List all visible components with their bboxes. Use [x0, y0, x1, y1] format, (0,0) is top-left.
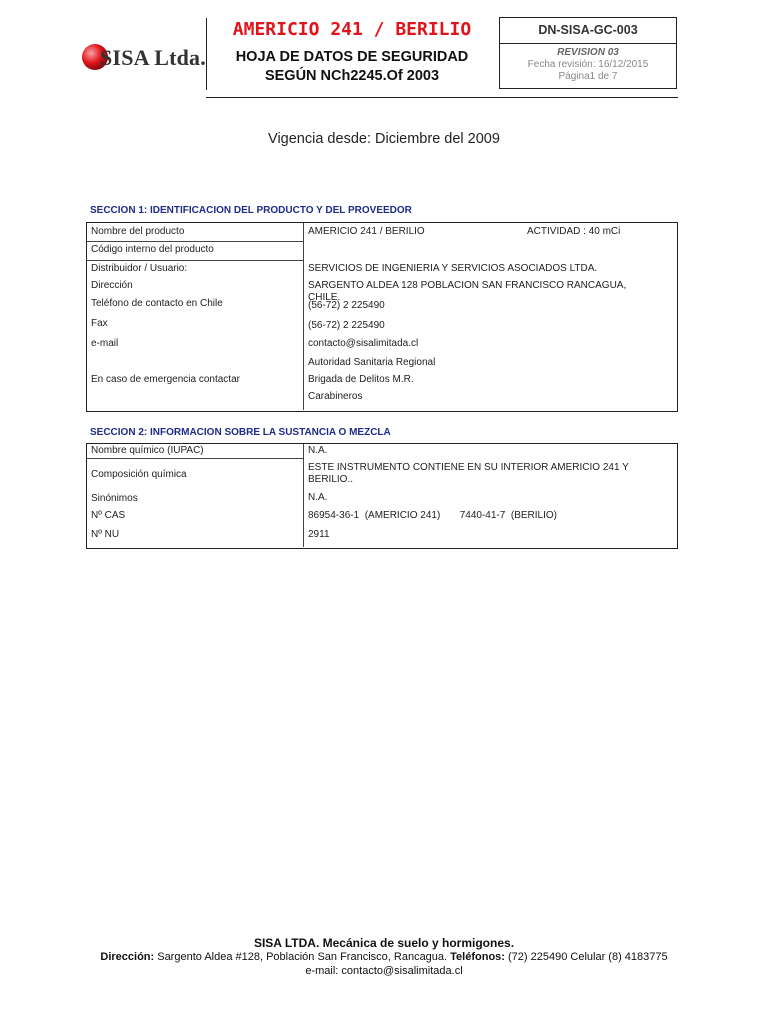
subtitle-line-2: SEGÚN NCh2245.Of 2003: [264, 68, 440, 84]
row-label: Nº NU: [91, 529, 120, 540]
row-value: (56-72) 2 225490: [308, 300, 385, 311]
row-label: Distribuidor / Usuario:: [91, 263, 188, 274]
footer-phone-label: Teléfonos:: [450, 951, 505, 963]
revision-date: Fecha revisión: 16/12/2015: [527, 59, 649, 70]
footer-email: e-mail: contacto@sisalimitada.cl: [305, 965, 463, 977]
emergency-contact: Carabineros: [308, 391, 363, 402]
header-divider-horizontal: [206, 97, 678, 98]
row-value: contacto@sisalimitada.cl: [308, 338, 419, 349]
column-divider: [303, 444, 304, 547]
row-value: 86954-36-1 (AMERICIO 241) 7440-41-7 (BERILIO): [308, 510, 557, 521]
document-control-box: [499, 17, 677, 89]
section2-table: [86, 443, 678, 549]
row-value: ESTE INSTRUMENTO CONTIENE EN SU INTERIOR AMERICIO 241 Y BERILIO..: [308, 462, 629, 485]
row-label: Sinónimos: [91, 493, 138, 504]
row-value: 2911: [308, 529, 330, 540]
row-label: En caso de emergencia contactar: [91, 374, 240, 385]
row-value: SARGENTO ALDEA 128 POBLACION SAN FRANCISCO RANCAGUA, CHILE.: [308, 280, 627, 303]
row-label: Dirección: [91, 280, 133, 291]
row-label: Nº CAS: [91, 510, 126, 521]
company-logo: [80, 38, 205, 80]
row-label: Nombre químico (IUPAC): [91, 445, 204, 456]
doc-code: DN-SISA-GC-003: [500, 18, 676, 44]
row-divider: [87, 241, 303, 242]
row-label: Fax: [91, 318, 108, 329]
row-value: SERVICIOS DE INGENIERIA Y SERVICIOS ASOCIADOS LTDA.: [308, 263, 598, 274]
row-value: N.A.: [308, 492, 328, 503]
section2-heading: SECCION 2: INFORMACION SOBRE LA SUSTANCIA O MEZCLA: [90, 427, 391, 438]
row-divider: [87, 458, 303, 459]
page-number: Página1 de 7: [558, 71, 618, 82]
footer-company: SISA LTDA. Mecánica de suelo y hormigones.: [253, 936, 515, 950]
row-value: (56-72) 2 225490: [308, 320, 385, 331]
row-value: N.A.: [308, 445, 328, 456]
row-label: Código interno del producto: [91, 244, 214, 255]
section1-table: [86, 222, 678, 412]
row-divider: [87, 260, 303, 261]
section1-heading: SECCION 1: IDENTIFICACION DEL PRODUCTO Y DEL PROVEEDOR: [90, 205, 412, 216]
subtitle-line-1: HOJA DE DATOS DE SEGURIDAD: [235, 49, 469, 65]
row-value: [308, 357, 653, 408]
row-value: AMERICIO 241 / BERILIO: [308, 226, 425, 237]
row-extra: ACTIVIDAD : 40 mCi: [527, 226, 621, 237]
header-divider-vertical: [206, 18, 207, 90]
column-divider: [303, 223, 304, 410]
logo-text: SISA Ltda.: [100, 45, 206, 70]
document-title: AMERICIO 241 / BERILIO: [232, 19, 472, 40]
footer-phone-value: (72) 225490 Celular (8) 4183775: [504, 951, 668, 963]
document-subtitle: [212, 48, 492, 86]
row-label: e-mail: [91, 338, 119, 349]
row-label: Nombre del producto: [91, 226, 185, 237]
emergency-contact: Brigada de Delitos M.R.: [308, 374, 414, 385]
emergency-contact: Autoridad Sanitaria Regional: [308, 357, 436, 368]
revision-label: REVISION 03: [557, 47, 619, 58]
row-label: Teléfono de contacto en Chile: [91, 298, 223, 309]
vigencia-text: Vigencia desde: Diciembre del 2009: [268, 131, 500, 147]
footer-address-value: Sargento Aldea #128, Población San Francisco, Rancagua.: [154, 951, 451, 963]
row-label: Composición química: [91, 469, 187, 480]
footer-address-label: Dirección:: [100, 951, 155, 963]
footer-address: [0, 951, 768, 963]
